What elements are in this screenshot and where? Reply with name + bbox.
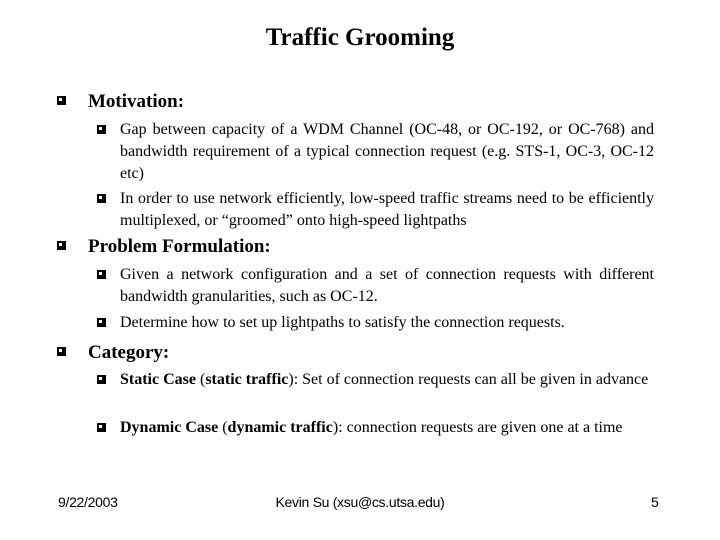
slide-title: Traffic Grooming: [265, 24, 455, 51]
section-heading: Motivation:: [88, 91, 185, 112]
square-bullet-icon: [97, 375, 106, 384]
square-bullet-icon: [97, 318, 106, 327]
footer-author: Kevin Su (xsu@cs.utsa.edu): [275, 494, 445, 510]
list-item-text: [120, 417, 654, 439]
square-bullet-icon: [97, 125, 106, 134]
square-bullet-icon: [57, 241, 66, 250]
keyword-static-traffic: static traffic: [205, 371, 289, 388]
text-fragment: (: [218, 419, 228, 436]
square-bullet-icon: [97, 423, 106, 432]
section-heading: Category:: [88, 342, 170, 363]
footer-date: 9/22/2003: [58, 494, 118, 510]
list-item-text: In order to use network efficiently, low-speed traffic streams need to be efficiently multiplexed, or “groomed” onto high-speed lightpaths: [120, 190, 654, 229]
text-fragment: ): Set of connection requests can all be given in advance: [288, 371, 649, 388]
text-fragment: ): connection requests are given one at a time: [332, 419, 623, 436]
list-item-text: Determine how to set up lightpaths to satisfy the connection requests.: [120, 314, 565, 331]
square-bullet-icon: [97, 270, 106, 279]
list-item-text: Gap between capacity of a WDM Channel (OC-48, or OC-192, or OC-768) and bandwidth requirement of a typical connection request (e.g. STS-1, OC-3, OC-12 etc): [120, 121, 654, 182]
keyword-dynamic-traffic: dynamic traffic: [227, 419, 333, 436]
list-item-text: [120, 369, 654, 391]
section-heading: Problem Formulation:: [88, 236, 271, 257]
keyword-static-case: Static Case: [120, 371, 196, 388]
page-number: 5: [651, 494, 659, 510]
square-bullet-icon: [57, 347, 66, 356]
keyword-dynamic-case: Dynamic Case: [120, 419, 219, 436]
square-bullet-icon: [57, 96, 66, 105]
list-item-text: Given a network configuration and a set of connection requests with different bandwidth granularities, such as OC-12.: [120, 266, 654, 305]
text-fragment: (: [195, 371, 206, 388]
square-bullet-icon: [97, 194, 106, 203]
